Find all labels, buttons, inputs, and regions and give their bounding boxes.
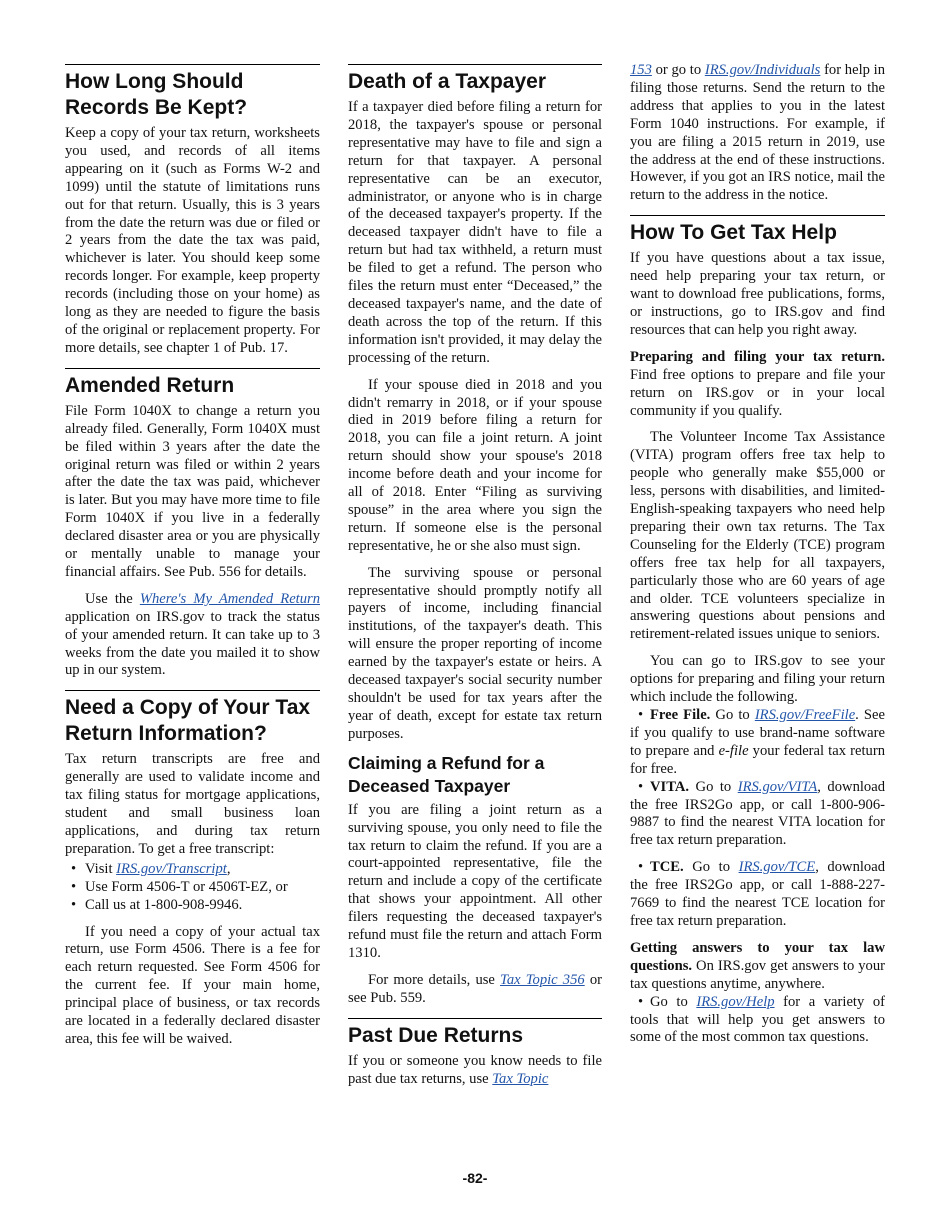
text-span: On IRS.gov get answers to your tax questions anytime, anywhere. — [630, 957, 885, 992]
bullet-icon: • — [638, 859, 644, 876]
section-past-due-continued — [630, 62, 885, 205]
run-in-heading: Getting answers to your tax law questions. — [630, 939, 885, 974]
text-span: Go to — [683, 859, 739, 876]
section-rule — [65, 368, 320, 369]
text-span: Visit — [85, 860, 117, 877]
tce-item — [630, 859, 885, 931]
irs-tce-link[interactable]: IRS.gov/TCE — [738, 859, 816, 876]
text-span: application on IRS.gov to track the status of your amended return. It can take up to 3 weeks from the date you mailed it to show up in our system. — [65, 608, 320, 679]
section-rule — [348, 64, 602, 65]
text-span: . See if you qualify to use brand-name software to prepare and — [630, 707, 885, 759]
section-records-kept — [65, 69, 320, 358]
copy-of-return-fee: If you need a copy of your actual tax return, use Form 4506. There is a fee for each return requested. See Form 4506 for the current fee. If your main home, principal place of business, or tax records are located in a federally declared disaster area, this fee will be waived. — [65, 923, 320, 1047]
section-rule — [65, 690, 320, 691]
irs-vita-link[interactable]: IRS.gov/VITA — [737, 778, 818, 795]
free-file-item — [630, 707, 885, 779]
copy-of-return-body: Tax return transcripts are free and generally are used to validate income and tax filing status for mortgage applications, student and small business loan applications, and during tax return preparation. To get a free transcript: — [65, 751, 320, 857]
preparing-filing-paragraph — [630, 349, 885, 421]
text-span: Go to — [650, 993, 697, 1010]
past-due-returns-continued — [630, 62, 885, 205]
text-span: your federal tax return for free. — [630, 742, 885, 777]
tax-help-intro: If you have questions about a tax issue, need help preparing your tax return, or want to download free publications, forms, or instructions, go to IRS.gov and find resources that can help you right away. — [630, 250, 885, 338]
section-death-of-taxpayer — [348, 69, 602, 1008]
irs-individuals-link[interactable]: IRS.gov/Individuals — [704, 62, 821, 78]
options-paragraph: You can go to IRS.gov to see your options for preparing and filing your return which include the following. — [630, 653, 885, 706]
text-span: , download the free IRS2Go app, or call 1-800-906-9887 to find the nearest VITA location for free tax return preparation. — [630, 778, 885, 849]
getting-answers-paragraph — [630, 940, 885, 994]
claiming-refund-heading: Claiming a Refund for a Deceased Taxpayer — [348, 752, 545, 796]
text-span: or go to — [651, 62, 705, 78]
wheres-my-amended-return-link[interactable]: Where's My Amended Return — [139, 590, 320, 607]
section-amended-return — [65, 373, 320, 681]
bullet-icon: • — [638, 707, 644, 723]
text-span: For more details, use — [368, 971, 501, 988]
list-item: • Use Form 4506-T or 4506T-EZ, or — [85, 879, 320, 897]
column-2 — [348, 64, 602, 1099]
vita-item — [630, 779, 885, 851]
irs-transcript-link[interactable]: IRS.gov/Transcript — [116, 860, 227, 877]
page-number: -82- — [462, 1170, 488, 1186]
column-3 — [630, 62, 885, 1057]
vita-tce-paragraph: The Volunteer Income Tax Assistance (VITA) program offers free tax help to people who generally make $55,000 or less, persons with disabilities, and limited-English-speaking taxpayers who need help preparing their own tax returns. The Tax Counseling for the Elderly (TCE) program offers free tax help for all taxpayers, particularly those who are 60 years of age and older. TCE volunteers specialize in answering questions about pensions and retirement-related issues unique to seniors. — [630, 429, 885, 643]
copy-of-return-heading: Need a Copy of Your Tax Return Information? — [65, 696, 311, 746]
death-of-taxpayer-heading: Death of a Taxpayer — [348, 70, 547, 93]
text-span: or see Pub. 559. — [348, 971, 602, 1006]
text-span: Find free options to prepare and file your return on IRS.gov or in your local community if you qualify. — [630, 366, 885, 419]
text-span: Use the — [85, 590, 140, 607]
amended-return-body: File Form 1040X to change a return you already filed. Generally, Form 1040X must be filed within 3 years after the date the original return was filed or within 2 years after the date the tax was paid, whichever is later. But you may have more time to file Form 1040X if you live in a federally declared disaster area or you are physically or mentally unable to manage your financial affairs. See Pub. 556 for details. — [65, 402, 320, 580]
run-in-heading: Free File. — [650, 707, 711, 723]
text-span: Go to — [710, 707, 755, 723]
past-due-returns-heading: Past Due Returns — [348, 1023, 524, 1047]
section-tax-help — [630, 220, 885, 1047]
past-due-returns-p1 — [348, 1053, 602, 1089]
tax-help-heading: How To Get Tax Help — [630, 221, 837, 245]
records-kept-body: Keep a copy of your tax return, worksheets you used, and records of all items appearing on it (such as Forms W-2 and 1099) until the statute of limitations runs out for that return. Usually, this is 3 years from the date the return was due or filed or 2 years from the date the tax was paid, whichever is later. You should keep some records longer. For example, keep property records (including those on your home) as long as they are needed to figure the basis of the original or replacement property. For more details, see chapter 1 of Pub. 17. — [65, 125, 320, 356]
tax-topic-153-link[interactable]: Tax Topic — [492, 1070, 549, 1087]
bullet-icon: • — [638, 778, 644, 795]
text-span: e-file — [718, 742, 749, 759]
text-span: for a variety of tools that will help you get answers to some of the most common tax questions. — [630, 993, 885, 1046]
text-span: If you or someone you know needs to file past due tax returns, use — [348, 1052, 602, 1087]
section-rule — [630, 215, 885, 216]
amended-return-tracking — [65, 591, 320, 681]
run-in-heading: Preparing and filing your tax return. — [630, 348, 885, 365]
death-of-taxpayer-p2: If your spouse died in 2018 and you didn't remarry in 2018, or if your spouse died in 2019 before filing a return for 2018, you can file a joint return. A joint return should show your spouse's 2018 income before death and your income for all of 2018. Enter “Filing as surviving spouse” in the area where you sign the return. If someone else is the personal representative, he or she also must sign. — [348, 376, 602, 554]
transcript-options-list — [65, 861, 320, 915]
text-span: , download the free IRS2Go app, or call 1-888-227-7669 to find the nearest TCE location for free tax return preparation. — [630, 859, 885, 929]
text-span: for help in filing those returns. Send the return to the address that applies to you in the latest Form 1040 instructions. For example, if you are filing a 2015 return in 2019, use the address at the end of these instructions. However, if you got an IRS notice, mail the return to the address in the notice. — [630, 62, 885, 204]
irs-help-link[interactable]: IRS.gov/Help — [696, 993, 775, 1010]
column-1 — [65, 64, 320, 1059]
section-rule — [65, 64, 320, 65]
list-item — [85, 861, 320, 879]
section-copy-of-return — [65, 695, 320, 1049]
tax-topic-356-link[interactable]: Tax Topic 356 — [500, 971, 585, 988]
text-span: , — [226, 860, 231, 877]
list-item: • Call us at 1-800-908-9946. — [85, 897, 320, 915]
run-in-heading: VITA. — [650, 778, 690, 795]
claiming-refund-p2 — [348, 972, 602, 1008]
text-span: Go to — [689, 778, 738, 795]
records-kept-heading: How Long Should Records Be Kept? — [65, 70, 248, 119]
death-of-taxpayer-p1: If a taxpayer died before filing a return for 2018, the taxpayer's spouse or personal representative may have to file and sign a return for that taxpayer. A personal representative can be an executor, administrator, or anyone who is in charge of the deceased taxpayer's property. If the deceased taxpayer didn't have to file a return but had tax withheld, a return must be filed to get a refund. The person who files the return must enter “Deceased,” the deceased taxpayer's name, and the date of death across the top of the return. If this information isn't provided, it may delay the processing of the return. — [348, 99, 602, 366]
run-in-heading: TCE. — [650, 859, 684, 876]
irs-freefile-link[interactable]: IRS.gov/FreeFile — [754, 707, 856, 723]
bullet-icon: • — [638, 993, 644, 1010]
death-of-taxpayer-p3: The surviving spouse or personal representative should promptly notify all payers of income, including financial institutions, of the taxpayer's death. This will ensure the proper reporting of income earned by the taxpayer's estate or heirs. A deceased taxpayer's social security number shouldn't be used for tax years after the year of death, except for estate tax return purposes. — [348, 564, 602, 742]
section-rule — [348, 1018, 602, 1019]
tax-topic-153-link-cont[interactable]: 153 — [630, 62, 652, 78]
irs-help-item — [630, 994, 885, 1048]
amended-return-heading: Amended Return — [65, 373, 235, 397]
claiming-refund-p1: If you are filing a joint return as a surviving spouse, you only need to file the tax return to claim the refund. If you are a court-appointed representative, file the return and include a copy of the certificate that shows your appointment. All other filers requesting the deceased taxpayer's refund must file the return and attach Form 1310. — [348, 801, 602, 961]
section-past-due-returns — [348, 1023, 602, 1089]
